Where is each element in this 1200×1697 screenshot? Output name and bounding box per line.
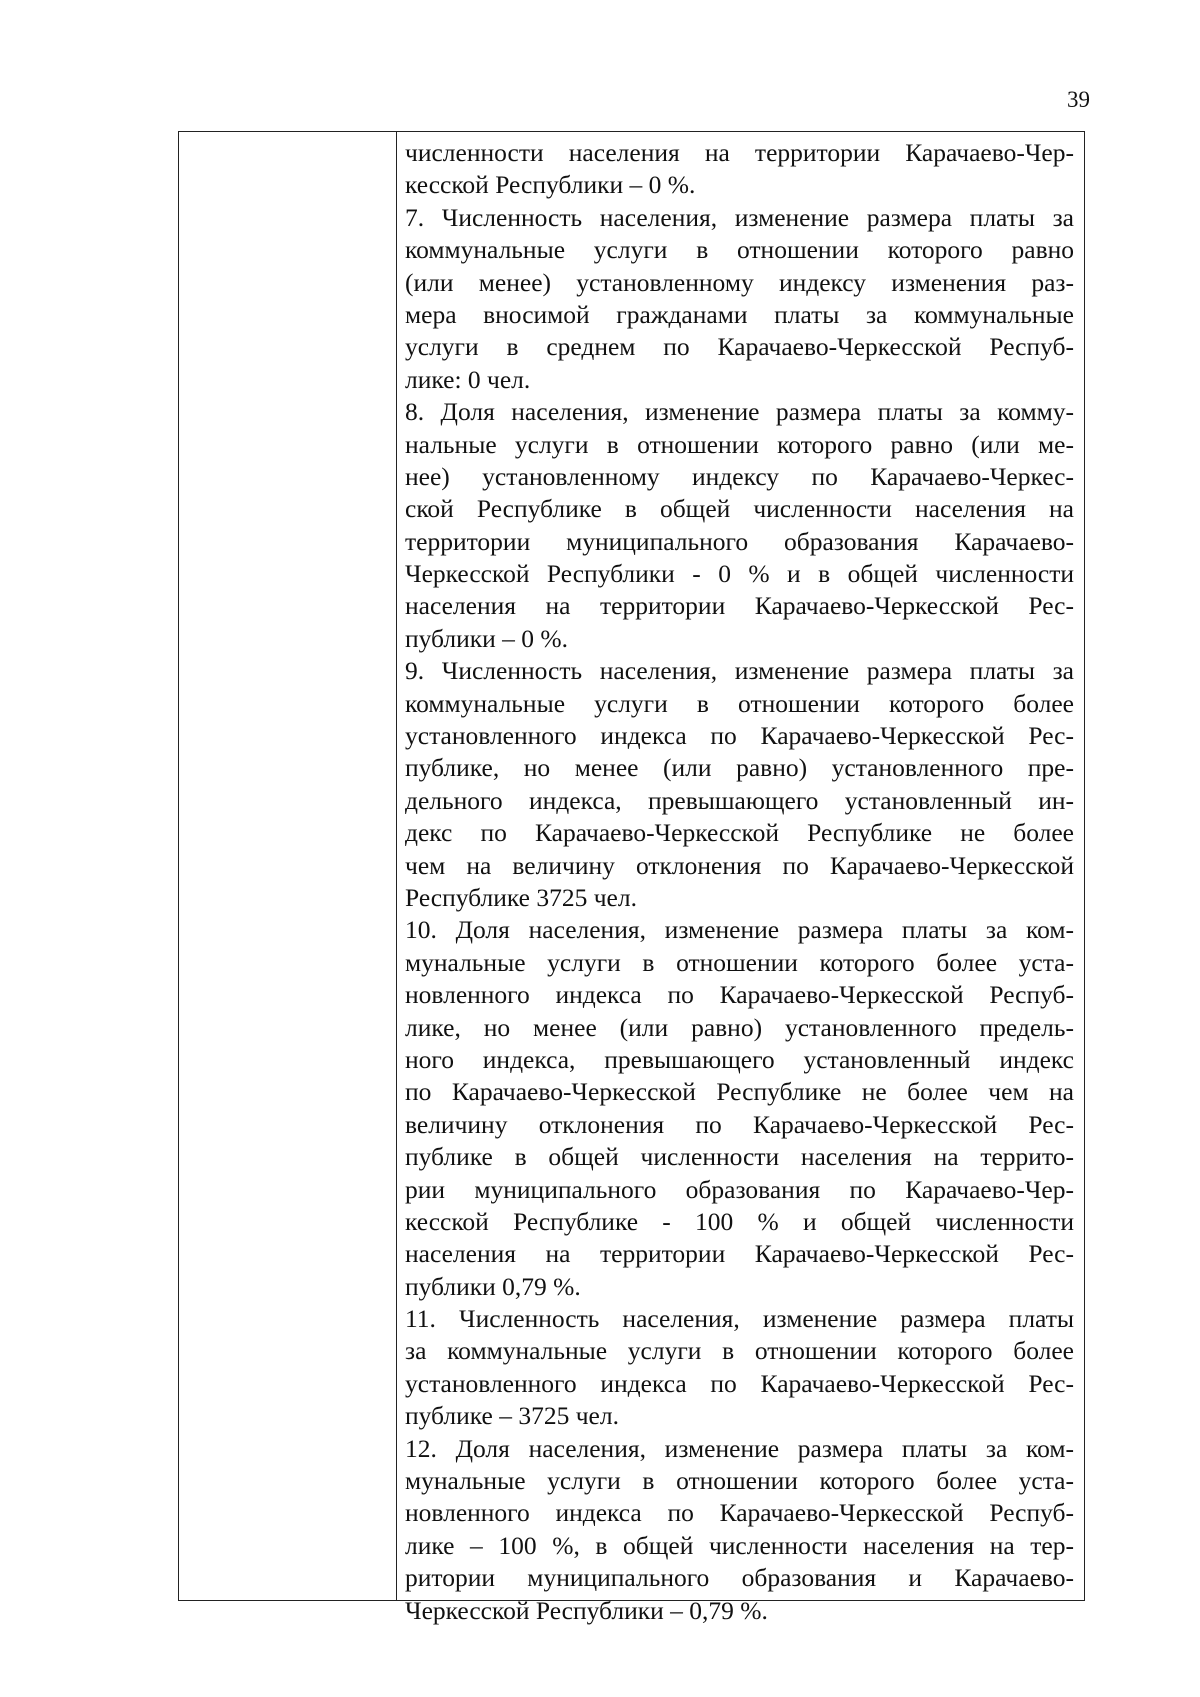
paragraph-p9 — [405, 655, 1074, 914]
text-line: (или менее) установленному индексу изменения раз- — [405, 267, 1074, 297]
text-line: нальные услуги в отношении которого равно (или ме- — [405, 429, 1074, 459]
text-line: величину отклонения по Карачаево-Черкесской Рес- — [405, 1109, 1074, 1139]
text-line: дельного индекса, превышающего установленный ин- — [405, 785, 1074, 815]
text-line: лике – 100 %, в общей численности населения на тер- — [405, 1530, 1074, 1560]
text-line: Черкесской Республики – 0,79 %. — [405, 1595, 768, 1625]
text-line: 9. Численность населения, изменение размера платы за — [405, 656, 1074, 686]
text-line: публике, но менее (или равно) установленного пре- — [405, 753, 1074, 783]
paragraph-p7 — [405, 202, 1074, 396]
text-line: мунальные услуги в отношении которого более уста- — [405, 947, 1074, 977]
paragraph-p-cont — [405, 137, 1074, 202]
paragraph-p11 — [405, 1303, 1074, 1433]
text-line: публики 0,79 %. — [405, 1271, 581, 1301]
text-line: услуги в среднем по Карачаево-Черкесской Респуб- — [405, 332, 1074, 362]
text-line: 8. Доля населения, изменение размера платы за комму- — [405, 397, 1074, 427]
text-line: коммунальные услуги в отношении которого равно — [405, 235, 1074, 265]
text-line: территории муниципального образования Карачаево- — [405, 526, 1074, 556]
text-line: за коммунальные услуги в отношении которого более — [405, 1336, 1074, 1366]
text-line: публике в общей численности населения на террито- — [405, 1142, 1074, 1172]
text-line: населения на территории Карачаево-Черкесской Рес- — [405, 1239, 1074, 1269]
text-line: по Карачаево-Черкесской Республике не более чем на — [405, 1077, 1074, 1107]
text-line: мунальные услуги в отношении которого более уста- — [405, 1466, 1074, 1496]
text-line: населения на территории Карачаево-Черкесской Рес- — [405, 591, 1074, 621]
text-line: лике, но менее (или равно) установленного предель- — [405, 1012, 1074, 1042]
text-line: рии муниципального образования по Карачаево-Чер- — [405, 1174, 1074, 1204]
text-line: нее) установленному индексу по Карачаево-Черкес- — [405, 461, 1074, 491]
text-line: мера вносимой гражданами платы за коммунальные — [405, 299, 1074, 329]
text-line: 11. Численность населения, изменение размера платы — [405, 1304, 1074, 1334]
table-left-cell — [179, 132, 397, 1600]
text-line: численности населения на территории Карачаево-Чер- — [405, 138, 1074, 167]
text-line: кесской Республики – 0 %. — [405, 170, 696, 200]
text-line: публики – 0 %. — [405, 623, 569, 653]
text-line: 7. Численность населения, изменение размера платы за — [405, 202, 1074, 232]
text-line: новленного индекса по Карачаево-Черкесской Респуб- — [405, 980, 1074, 1010]
paragraph-p10 — [405, 914, 1074, 1303]
text-line: коммунальные услуги в отношении которого более — [405, 688, 1074, 718]
text-line: лике: 0 чел. — [405, 364, 531, 394]
text-line: декс по Карачаево-Черкесской Республике не более — [405, 818, 1074, 848]
text-line: новленного индекса по Карачаево-Черкесской Респуб- — [405, 1498, 1074, 1528]
paragraph-p12 — [405, 1433, 1074, 1627]
text-line: установленного индекса по Карачаево-Черкесской Рес- — [405, 721, 1074, 751]
document-table — [178, 131, 1085, 1625]
text-line: Черкесской Республики - 0 % и в общей численности — [405, 559, 1074, 589]
text-line: чем на величину отклонения по Карачаево-Черкесской — [405, 850, 1074, 880]
text-line: ного индекса, превышающего установленный индекс — [405, 1044, 1074, 1074]
table-right-cell — [397, 132, 1084, 1625]
text-line: 10. Доля населения, изменение размера платы за ком- — [405, 915, 1074, 945]
page-number: 39 — [1067, 87, 1090, 112]
text-line: ритории муниципального образования и Карачаево- — [405, 1563, 1074, 1593]
text-line: Республике 3725 чел. — [405, 882, 637, 912]
text-line: установленного индекса по Карачаево-Черкесской Рес- — [405, 1368, 1074, 1398]
text-line: публике – 3725 чел. — [405, 1401, 619, 1431]
text-line: 12. Доля населения, изменение размера платы за ком- — [405, 1433, 1074, 1463]
text-line: кесской Республике - 100 % и общей численности — [405, 1206, 1074, 1236]
paragraph-p8 — [405, 396, 1074, 655]
text-line: ской Республике в общей численности населения на — [405, 494, 1074, 524]
